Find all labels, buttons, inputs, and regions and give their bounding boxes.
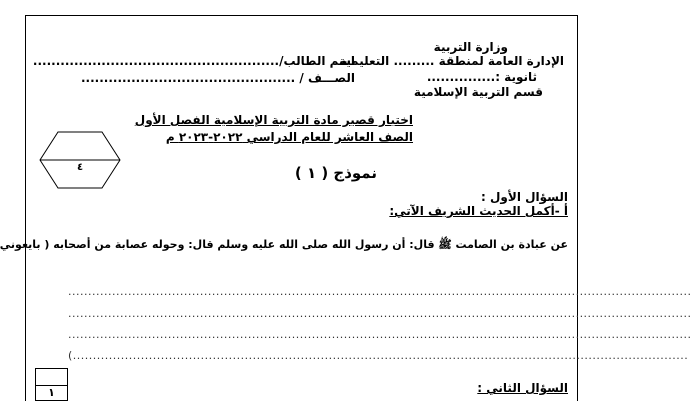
student-class-field[interactable]: الصـــف / ...............................................	[80, 71, 355, 85]
model-number: نموذج ( ١ )	[294, 164, 377, 182]
score-total: ٤	[76, 162, 84, 173]
q1-hadith-text: عن عبادة بن الصامت ﷺ قال: أن رسول الله صلى الله عليه وسلم قال: وحوله عصابة من أصحابه ( بايعوني	[0, 238, 568, 251]
q1-heading: السؤال الأول :	[481, 190, 568, 204]
exam-subtitle: الصف العاشر للعام الدراسي ٢٠٢٢-٢٠٢٣ م	[165, 130, 413, 144]
answer-line-4[interactable]: ..........................................................................................................................................................)	[68, 349, 689, 362]
answer-line-1[interactable]: ............................................................................................................................................................	[68, 285, 691, 298]
q1-instruction: أ -أكمل الحديث الشريف الآتي:	[389, 204, 568, 218]
q1-score: ١	[48, 386, 55, 399]
q2-heading: السؤال الثاني :	[477, 381, 568, 395]
student-name-field[interactable]: اسم الطالب/......................................................	[32, 54, 355, 68]
school-name: ثانوية :...............	[426, 70, 537, 84]
exam-title: اختبار قصير مادة التربية الإسلامية الفصل الأول	[134, 113, 413, 127]
score-hexagon	[38, 130, 122, 190]
ministry-name: وزارة التربية	[433, 40, 508, 54]
answer-line-2[interactable]: ............................................................................................................................................................	[68, 307, 691, 320]
directorate-name: الإدارة العامة لمنطقة ......... التعليمية	[338, 54, 564, 68]
department-name: قسم التربية الإسلامية	[413, 85, 543, 99]
answer-line-3[interactable]: ............................................................................................................................................................	[68, 328, 691, 341]
